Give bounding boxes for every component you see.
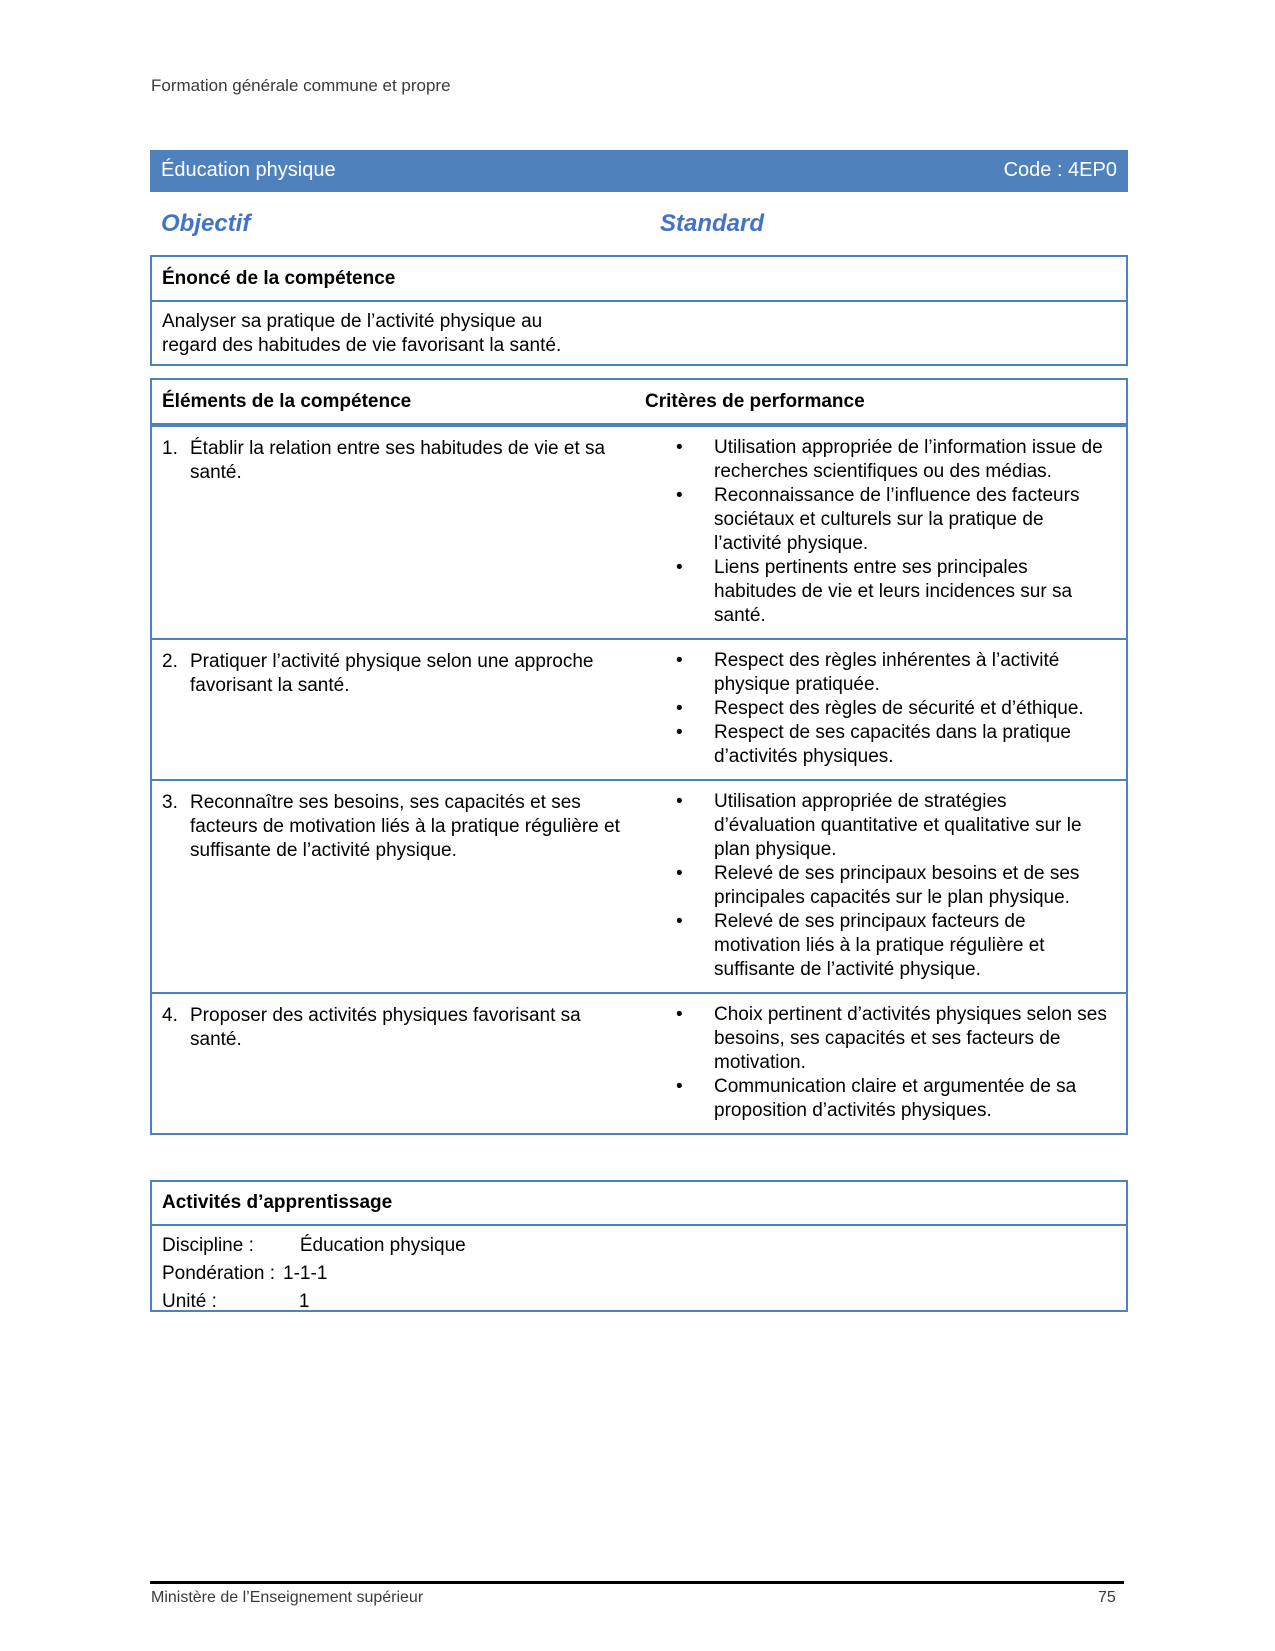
unit-value: 1 <box>298 1291 310 1312</box>
criteria-item: • Reconnaissance de l’influence des facteurs sociétaux et culturels sur la pratique de l’activité physique. <box>676 484 1110 556</box>
criteria-item: • Relevé de ses principaux besoins et de ses principales capacités sur le plan physique. <box>676 862 1110 910</box>
criteria-list <box>152 649 1126 769</box>
element-number: 1. <box>162 438 178 459</box>
statement-text <box>152 302 602 364</box>
element-text: Établir la relation entre ses habitudes de vie et sa santé. <box>190 438 606 483</box>
discipline-value: Éducation physique <box>299 1235 466 1256</box>
course-code: Code : 4EP0 <box>1003 159 1117 181</box>
performance-criteria <box>152 640 1126 779</box>
element-text: Pratiquer l’activité physique selon une approche favorisant la santé. <box>190 651 594 696</box>
criteria-list <box>152 436 1126 628</box>
footer-ministry: Ministère de l’Enseignement supérieur <box>151 1589 424 1606</box>
competence-row <box>152 638 1126 779</box>
unit-label: Unité : <box>162 1291 217 1312</box>
criteria-item: • Relevé de ses principaux facteurs de motivation liés à la pratique régulière et suffisante de l’activité physique. <box>676 910 1110 982</box>
element-number: 2. <box>162 651 178 672</box>
competence-table <box>150 378 1128 1135</box>
elements-heading: Éléments de la compétence <box>162 390 412 412</box>
criteria-item: • Choix pertinent d’activités physiques selon ses besoins, ses capacités et ses facteurs de motivation. <box>676 1003 1110 1075</box>
competence-row <box>152 425 1126 638</box>
criteria-list <box>152 1003 1126 1123</box>
statement-heading: Énoncé de la compétence <box>152 257 1126 302</box>
activities-heading: Activités d’apprentissage <box>152 1182 1126 1226</box>
discipline-line <box>162 1232 1116 1260</box>
performance-criteria <box>152 781 1126 992</box>
course-name: Éducation physique <box>161 159 336 181</box>
weighting-line <box>162 1260 1116 1288</box>
criteria-list <box>152 790 1126 982</box>
objective-label: Objectif <box>161 210 251 237</box>
competence-rows <box>152 425 1126 1133</box>
competence-row <box>152 779 1126 992</box>
statement-line: regard des habitudes de vie favorisant la santé. <box>162 335 562 356</box>
activities-details <box>152 1226 1126 1322</box>
performance-criteria <box>152 994 1126 1133</box>
performance-criteria <box>152 427 1126 638</box>
criteria-item: • Communication claire et argumentée de sa proposition d’activités physiques. <box>676 1075 1110 1123</box>
criteria-item: • Utilisation appropriée de stratégies d’évaluation quantitative et qualitative sur le plan physique. <box>676 790 1110 862</box>
criteria-item: • Respect des règles inhérentes à l’activité physique pratiquée. <box>676 649 1110 697</box>
standard-label: Standard <box>660 210 765 237</box>
criteria-item: • Respect de ses capacités dans la pratique d’activités physiques. <box>676 721 1110 769</box>
criteria-heading: Critères de performance <box>645 390 865 412</box>
weighting-value: 1-1-1 <box>283 1263 328 1284</box>
course-title-bar <box>150 150 1128 192</box>
competence-row <box>152 992 1126 1133</box>
footer-divider <box>150 1581 1124 1584</box>
learning-activities-box <box>150 1180 1128 1312</box>
element-number: 4. <box>162 1005 178 1026</box>
discipline-label: Discipline : <box>162 1235 254 1256</box>
criteria-item: • Utilisation appropriée de l’information issue de recherches scientifiques ou des médias. <box>676 436 1110 484</box>
criteria-item: • Respect des règles de sécurité et d’éthique. <box>676 697 1110 721</box>
element-text: Reconnaître ses besoins, ses capacités et ses facteurs de motivation liés à la pratique régulière et suffisante de l’activité physique. <box>190 792 620 861</box>
element-text: Proposer des activités physiques favorisant sa santé. <box>190 1005 581 1050</box>
statement-line: Analyser sa pratique de l’activité physique au <box>162 311 543 332</box>
footer-page-number: 75 <box>1098 1589 1116 1606</box>
running-header: Formation générale commune et propre <box>151 76 451 95</box>
weighting-label: Pondération : <box>162 1263 276 1284</box>
competence-table-header <box>152 380 1126 425</box>
criteria-item: • Liens pertinents entre ses principales habitudes de vie et leurs incidences sur sa santé. <box>676 556 1110 628</box>
unit-line <box>162 1288 1116 1316</box>
competence-statement-box <box>150 255 1128 366</box>
element-number: 3. <box>162 792 178 813</box>
